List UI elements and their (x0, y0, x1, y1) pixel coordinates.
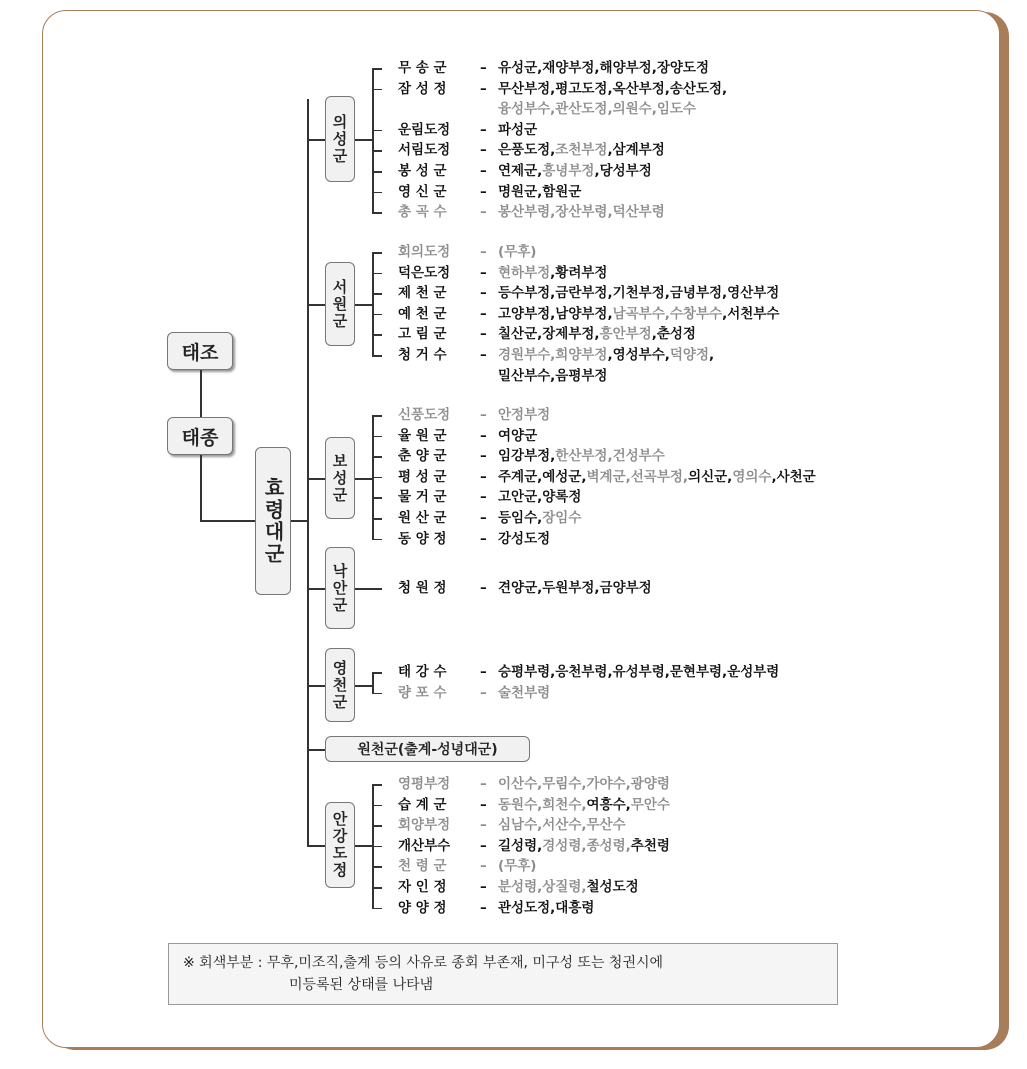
descendant-text: 흥녕부정 (542, 163, 595, 179)
bracket-tick (372, 355, 382, 357)
member-name: 운림도정 (398, 121, 451, 138)
dash-separator: – (480, 60, 487, 76)
member-name: 량 포 수 (398, 684, 447, 701)
dash-separator: – (480, 80, 487, 97)
group-to-bracket-line (355, 685, 372, 687)
dash-separator: – (480, 305, 487, 322)
descendant-list (498, 182, 581, 202)
bracket-tick (372, 477, 382, 479)
dash-separator: – (480, 448, 487, 465)
trunk-line (307, 99, 309, 845)
member-name: 총 곡 수 (398, 204, 447, 221)
descendant-text: ,사천군 (771, 468, 816, 485)
descendant-text: ,춘성정 (651, 326, 696, 343)
member-name: 영평부정 (398, 776, 451, 792)
descendant-list (498, 467, 816, 487)
bracket-tick (372, 273, 382, 275)
dash-separator: – (480, 684, 487, 701)
ancestor-box: 태조 (167, 332, 233, 370)
descendant-list (498, 426, 537, 446)
member-name: 서림도정 (398, 142, 451, 159)
bracket-tick (372, 784, 382, 786)
ancestor-box: 태종 (167, 417, 233, 455)
member-name: 예 천 군 (398, 305, 447, 322)
group-branch-line (307, 139, 325, 141)
descendant-list (498, 795, 670, 815)
member-name: 동 양 정 (398, 530, 447, 547)
descendant-text: 의신군, (688, 468, 733, 485)
descendant-list (498, 263, 607, 283)
descendant-text: 고양부정,남양부정, (498, 305, 613, 322)
member-name: 율 원 군 (398, 427, 447, 444)
descendant-text: 강성도정 (498, 530, 551, 547)
member-name: 양 양 정 (398, 899, 447, 916)
member-name: 잠 성 정 (398, 80, 447, 97)
descendant-text: 밀산부수,음평부정 (498, 367, 608, 384)
group-branch-line (307, 845, 325, 847)
descendant-list (498, 529, 550, 549)
bracket-tick (372, 314, 382, 316)
bracket-tick (372, 212, 382, 214)
descendant-text: 등수부정,금란부정,기천부정,금녕부정,영산부정 (498, 285, 780, 302)
member-name: 평 성 군 (398, 468, 447, 485)
bracket-tick (372, 89, 382, 91)
group-branch-line (307, 588, 325, 590)
descendant-text: ,영성부수, (607, 347, 670, 363)
dash-separator: – (480, 858, 487, 875)
descendant-text: 견양군,두원부정,금양부정 (498, 580, 652, 596)
bracket-tick (372, 693, 382, 695)
dash-separator: – (480, 142, 487, 159)
dash-separator: – (480, 427, 487, 444)
group-box: 낙안군 (325, 547, 355, 629)
descendant-list (498, 120, 537, 140)
member-name: 춘 양 군 (398, 448, 447, 465)
descendant-text: 여양군 (498, 427, 538, 444)
bracket-tick (372, 846, 382, 848)
descendant-list (498, 405, 550, 425)
bracket-tick (372, 130, 382, 132)
group-box: 원천군(출계-성녕대군) (325, 736, 530, 762)
group-to-bracket-line (355, 304, 372, 306)
descendant-list (498, 774, 670, 794)
bracket-tick (372, 672, 382, 674)
dash-separator: – (480, 163, 487, 179)
member-name: 태 강 수 (398, 664, 447, 680)
dash-separator: – (480, 204, 487, 221)
main-person-box: 효령대군 (255, 447, 291, 595)
group-box: 서원군 (325, 262, 355, 346)
descendant-text: 무산부정,평고도정,옥산부정,송산도정, (498, 80, 728, 97)
descendant-text: 덕양정 (669, 347, 710, 363)
descendant-text: 경원부수,희양부정 (498, 347, 608, 363)
dash-separator: – (480, 347, 487, 363)
ancestor-to-main-connector (200, 520, 256, 522)
bracket-tick (372, 588, 382, 590)
bracket-tick (372, 192, 382, 194)
member-name: 덕은도정 (398, 264, 451, 281)
descendant-text: 남곡부수,수창부수 (612, 305, 723, 322)
dash-separator: – (480, 510, 487, 526)
descendant-list (498, 140, 665, 160)
group-to-bracket-line (355, 139, 372, 141)
member-name: 고 림 군 (398, 326, 447, 343)
descendant-text: 유성군,재양부정,해양부정,장양도정 (498, 60, 709, 76)
dash-separator: – (480, 580, 487, 596)
dash-separator: – (480, 326, 487, 343)
descendant-text: 명원군,함원군 (498, 183, 582, 200)
descendant-text: 봉산부령,장산부령,덕산부령 (498, 204, 665, 221)
descendant-text: 추천령 (630, 837, 670, 854)
group-branch-line (307, 749, 325, 751)
bracket-tick (372, 825, 382, 827)
dash-separator: – (480, 264, 487, 281)
dash-separator: – (480, 244, 487, 260)
group-to-bracket-line (355, 845, 372, 847)
descendant-list (498, 836, 670, 856)
descendant-list (498, 345, 714, 365)
bracket-tick (372, 334, 382, 336)
member-name: 봉 성 군 (398, 163, 447, 179)
descendant-text: 안정부정 (498, 407, 551, 423)
bracket-tick (372, 171, 382, 173)
descendant-text: 현하부정 (498, 264, 551, 281)
dash-separator: – (480, 468, 487, 485)
descendant-list (498, 815, 626, 835)
bracket-tick (372, 887, 382, 889)
dash-separator: – (480, 664, 487, 680)
legend-line-1: ※ 회색부분 : 무후,미조직,출계 등의 사유로 종회 부존재, 미구성 또는 청권시에 (183, 955, 664, 971)
descendant-list (498, 283, 779, 303)
descendant-text: 이산수,무림수,가야수,광양령 (498, 776, 670, 792)
descendant-text: 영의수 (732, 468, 772, 485)
dash-separator: – (480, 183, 487, 200)
descendant-list (498, 79, 727, 99)
descendant-text: (무후) (498, 244, 537, 260)
descendant-list (498, 578, 652, 598)
bracket-line (372, 672, 374, 693)
group-to-bracket-line (355, 478, 372, 480)
dash-separator: – (480, 776, 487, 792)
main-connector (291, 520, 307, 522)
descendant-list (498, 304, 779, 324)
descendant-list (498, 487, 581, 507)
descendant-list (498, 58, 709, 78)
dash-separator: – (480, 407, 487, 423)
group-branch-line (307, 304, 325, 306)
descendant-text: 무안수 (630, 796, 670, 813)
group-box: 의성군 (325, 96, 355, 182)
member-name: 무 송 군 (398, 60, 447, 76)
bracket-line (372, 252, 374, 355)
bracket-tick (372, 150, 382, 152)
group-box: 영천군 (325, 648, 355, 722)
descendant-text: , (709, 347, 715, 363)
bracket-tick (372, 436, 382, 438)
descendant-text: 흥안부정 (599, 326, 652, 343)
descendant-text: ,당성부정 (594, 163, 652, 179)
descendant-list (498, 324, 696, 344)
descendant-text: ,서천부수 (722, 305, 780, 322)
descendant-text: 장임수 (542, 510, 582, 526)
group-branch-line (307, 685, 325, 687)
member-name: 청 원 정 (398, 580, 447, 596)
descendant-text: 길성령, (498, 837, 543, 854)
descendant-text: 고안군,양록정 (498, 489, 582, 506)
descendant-text: 승평부령,응천부령,유성부령,문현부령,운성부령 (498, 664, 780, 680)
member-name: 천 령 군 (398, 858, 447, 875)
descendant-text: ,황려부정 (550, 264, 608, 281)
member-name: 회양부정 (398, 817, 451, 834)
bracket-tick (372, 456, 382, 458)
descendant-list (498, 161, 652, 181)
descendant-text: 조천부정 (555, 142, 608, 159)
bracket-tick (372, 497, 382, 499)
descendant-list (498, 662, 779, 682)
bracket-tick (372, 415, 382, 417)
bracket-tick (372, 68, 382, 70)
legend-note (168, 943, 838, 1005)
dash-separator: – (480, 899, 487, 916)
dash-separator: – (480, 837, 487, 854)
bracket-tick (372, 518, 382, 520)
descendant-text: 여흥수, (586, 796, 631, 813)
bracket-tick (372, 866, 382, 868)
descendant-text: 경성령,종성령, (542, 837, 631, 854)
descendant-list (498, 877, 639, 897)
dash-separator: – (480, 121, 487, 138)
bracket-tick (372, 805, 382, 807)
descendant-text: 연제군, (498, 163, 543, 179)
member-name: 원 산 군 (398, 510, 447, 526)
descendant-text: ,삼계부정 (607, 142, 665, 159)
descendant-text: 동원수,희천수, (498, 796, 587, 813)
descendant-text: 임강부정, (498, 448, 556, 465)
descendant-list (498, 856, 536, 876)
member-name: 자 인 정 (398, 879, 447, 895)
member-name: 청 거 수 (398, 347, 447, 363)
member-name: 개산부수 (398, 837, 451, 854)
descendant-text: 등임수, (498, 510, 543, 526)
bracket-tick (372, 908, 382, 910)
member-name: 영 신 군 (398, 183, 447, 200)
descendant-text: 융성부수,관산도정,의원수,임도수 (498, 101, 696, 118)
dash-separator: – (480, 817, 487, 834)
legend-line-2: 미등록된 상태를 나타냄 (289, 977, 434, 993)
member-name: 회의도정 (398, 244, 451, 260)
descendant-text: 술천부령 (498, 684, 551, 701)
group-box: 안강도정 (325, 802, 355, 888)
dash-separator: – (480, 285, 487, 302)
descendant-text: (무후) (498, 858, 537, 875)
member-name: 신풍도정 (398, 407, 451, 423)
member-name: 습 계 군 (398, 796, 447, 813)
descendant-list (498, 508, 581, 528)
ancestor-to-main-connector (200, 455, 202, 521)
descendant-text: 심남수,서산수,무산수 (498, 817, 626, 834)
member-name: 제 천 군 (398, 285, 447, 302)
descendant-text: 분성령,상질령, (498, 879, 587, 895)
descendant-text: 주계군,예성군, (498, 468, 587, 485)
descendant-text: 은풍도정, (498, 142, 556, 159)
descendant-text: 벽계군,선곡부정, (586, 468, 689, 485)
descendant-list (498, 202, 665, 222)
descendant-list (498, 683, 550, 703)
member-name: 물 거 군 (398, 489, 447, 506)
descendant-text: 칠산군,장제부정, (498, 326, 600, 343)
descendant-text: 파성군 (498, 121, 538, 138)
group-branch-line (307, 478, 325, 480)
bracket-tick (372, 293, 382, 295)
group-to-bracket-line (355, 588, 372, 590)
group-box: 보성군 (325, 437, 355, 519)
dash-separator: – (480, 879, 487, 895)
descendant-text: 관성도정,대흥령 (498, 899, 595, 916)
descendant-list (498, 242, 536, 262)
bracket-tick (372, 252, 382, 254)
descendant-list (498, 446, 665, 466)
descendant-list (498, 366, 607, 386)
descendant-text: 한산부정,건성부수 (555, 448, 665, 465)
dash-separator: – (480, 796, 487, 813)
dash-separator: – (480, 489, 487, 506)
descendant-list (498, 99, 696, 119)
descendant-text: 철성도정 (586, 879, 639, 895)
bracket-tick (372, 539, 382, 541)
dash-separator: – (480, 530, 487, 547)
descendant-list (498, 898, 594, 918)
ancestor-connector (200, 370, 202, 417)
